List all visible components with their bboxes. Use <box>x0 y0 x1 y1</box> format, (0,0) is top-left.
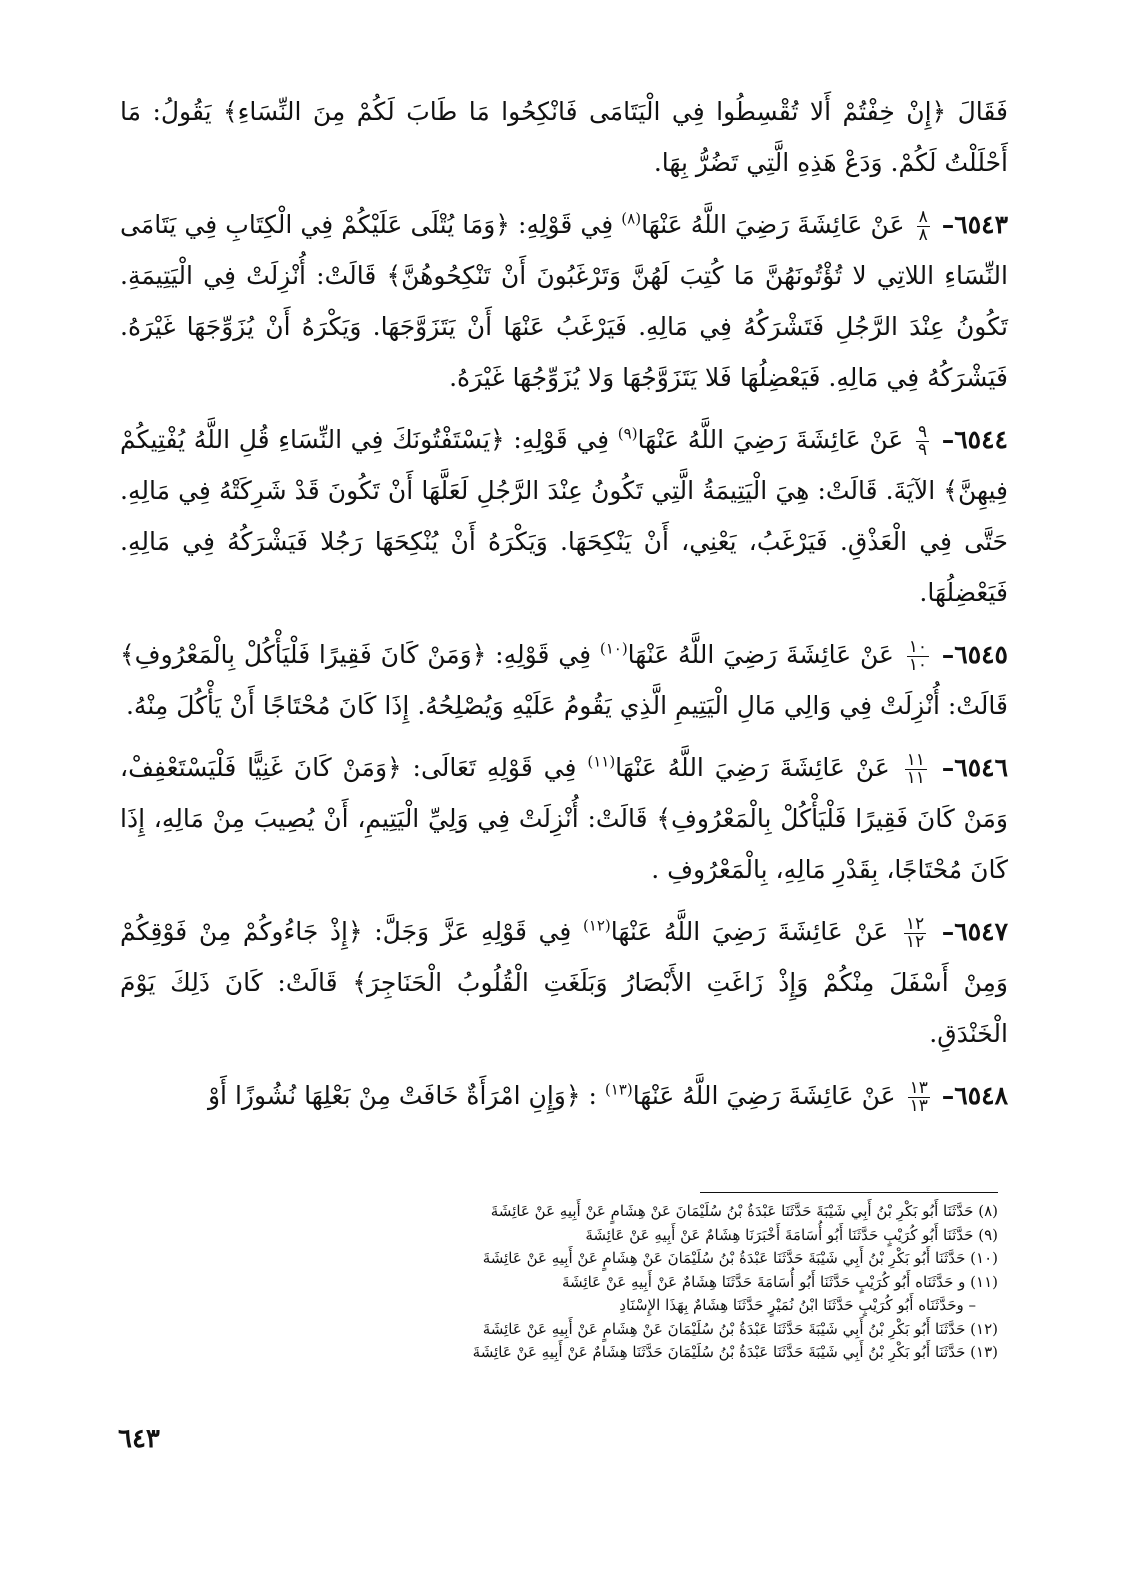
hadith-text: فِي قَوْلِهِ: ﴿وَمَنْ كَانَ فَقِيرًا فَلْيَأْكُلْ بِالْمَعْرُوفِ﴾ قَالَتْ: أُنْزِلَتْ فِي وَالِي مَالِ الْيَتِيمِ الَّذِي يَقُومُ عَلَيْهِ وَيُصْلِحُهُ. إِذَا كَانَ مُحْتَاجًا أَنْ يَأْكُلَ مِنْهُ. <box>120 640 1008 720</box>
narration-fraction <box>917 209 930 244</box>
fraction-bottom: ١٠ <box>908 655 927 675</box>
fraction-bottom: ١١ <box>906 768 925 788</box>
hadith-6546 <box>120 742 1008 895</box>
fraction-bottom: ٨ <box>918 225 928 245</box>
page-body <box>120 86 1008 1132</box>
fraction-top: ١١ <box>906 750 925 770</box>
hadith-number: ٦٥٤٨– <box>941 1081 1008 1110</box>
narration-fraction <box>907 639 929 674</box>
fraction-bottom: ٩ <box>917 440 928 460</box>
hadith-number: ٦٥٤٧– <box>941 917 1009 946</box>
fraction-bottom: ١٣ <box>909 1096 928 1116</box>
footnote-11: (١١) و حَدَّثَنَاه أَبُو كُرَيْبٍ حَدَّثَنَا أَبُو أُسَامَةَ حَدَّثَنَا هِشَامٌ عَنْ أَبِيهِ عَنْ عَائِشَةَ <box>562 1272 998 1291</box>
fraction-top: ١٣ <box>909 1078 928 1098</box>
fraction-top: ١٠ <box>908 637 927 657</box>
hadith-number: ٦٥٤٣– <box>941 210 1008 239</box>
hadith-number: ٦٥٤٦– <box>941 753 1008 782</box>
footnote-10: (١٠) حَدَّثَنَا أَبُو بَكْرِ بْنُ أَبِي شَيْبَةَ حَدَّثَنَا عَبْدَةُ بْنُ سُلَيْمَانَ عَنْ هِشَامٍ عَنْ أَبِيهِ عَنْ عَائِشَةَ <box>482 1249 998 1267</box>
footnote-ref[interactable]: (٨) <box>621 209 642 228</box>
intro-text: فَقَالَ ﴿إِنْ خِفْتُمْ أَلا تُقْسِطُوا فِي الْيَتَامَى فَانْكِحُوا مَا طَابَ لَكُمْ مِنَ النِّسَاءِ﴾ يَقُولُ: مَا أَحْلَلْتُ لَكُمْ. وَدَعْ هَذِهِ الَّتِي تَضُرُّ بِهَا. <box>120 97 1008 177</box>
footnote-9: (٩) حَدَّثَنَا أَبُو كُرَيْبٍ حَدَّثَنَا أَبُو أُسَامَةَ أَخْبَرَنَا هِشَامٌ عَنْ أَبِيهِ عَنْ عَائِشَةَ <box>585 1225 998 1244</box>
fraction-top: ٩ <box>917 422 928 442</box>
footnote-divider <box>700 1192 998 1193</box>
hadith-lead: عَنْ عَائِشَةَ رَضِيَ اللَّهُ عَنْهَا <box>627 640 894 669</box>
hadith-number: ٦٥٤٤– <box>941 425 1008 454</box>
hadith-lead: عَنْ عَائِشَةَ رَضِيَ اللَّهُ عَنْهَا <box>615 753 890 782</box>
footnote-12: (١٢) حَدَّثَنَا أَبُو بَكْرِ بْنُ أَبِي شَيْبَةَ حَدَّثَنَا عَبْدَةُ بْنُ سُلَيْمَانَ عَنْ هِشَامٍ عَنْ أَبِيهِ عَنْ عَائِشَةَ <box>482 1319 998 1338</box>
page-number: ٦٤٣ <box>118 1424 160 1454</box>
footnote-ref[interactable]: (١١) <box>587 752 616 771</box>
hadith-number: ٦٥٤٥– <box>941 640 1008 669</box>
footnotes <box>380 1200 998 1365</box>
hadith-lead: عَنْ عَائِشَةَ رَضِيَ اللَّهُ عَنْهَا <box>632 1081 896 1110</box>
hadith-6543 <box>120 199 1008 403</box>
hadith-text: فِي قَوْلِهِ: ﴿يَسْتَفْتُونَكَ فِي النِّسَاءِ قُلِ اللَّهُ يُفْتِيكُمْ فِيهِنَّ﴾ الآيَةَ. قَالَتْ: هِيَ الْيَتِيمَةُ الَّتِي تَكُونُ عِنْدَ الرَّجُلِ لَعَلَّهَا أَنْ تَكُونَ قَدْ شَرِكَتْهُ فِي مَالِهِ. حَتَّى فِي الْعَذْقِ. فَيَرْغَبُ، يَعْنِي، أَنْ يَنْكِحَهَا. وَيَكْرَهُ أَنْ يُنْكِحَهَا رَجُلا فَيَشْرَكُهُ فِي مَالِهِ. فَيَعْضِلُهَا. <box>120 425 1008 607</box>
footnote-ref[interactable]: (١٢) <box>582 916 611 935</box>
hadith-text: : ﴿وَإِنِ امْرَأَةٌ خَافَتْ مِنْ بَعْلِهَا نُشُوزًا أَوْ <box>207 1081 597 1110</box>
footnote-ref[interactable]: (١٠) <box>599 639 628 658</box>
footnote-ref[interactable]: (٩) <box>617 424 638 443</box>
narration-fraction <box>904 916 926 951</box>
hadith-6547 <box>120 906 1008 1059</box>
hadith-text: فِي قَوْلِهِ: ﴿وَمَا يُتْلَى عَلَيْكُمْ فِي الْكِتَابِ فِي يَتَامَى النِّسَاءِ اللاتِي لا تُؤْتُونَهُنَّ مَا كُتِبَ لَهُنَّ وَتَرْغَبُونَ أَنْ تَنْكِحُوهُنَّ﴾ قَالَتْ: أُنْزِلَتْ فِي الْيَتِيمَةِ. تَكُونُ عِنْدَ الرَّجُلِ فَتَشْرَكُهُ فِي مَالِهِ. فَيَرْغَبُ عَنْهَا أَنْ يَتَزَوَّجَهَا. وَيَكْرَهُ أَنْ يُزَوِّجَهَا غَيْرَهُ. فَيَشْرَكُهُ فِي مَالِهِ. فَيَعْضِلُهَا فَلا يَتَزَوَّجُهَا وَلا يُزَوِّجُهَا غَيْرَهُ. <box>120 210 1008 392</box>
hadith-text: فِي قَوْلِهِ عَزَّ وَجَلَّ: ﴿إِذْ جَاءُوكُمْ مِنْ فَوْقِكُمْ وَمِنْ أَسْفَلَ مِنْكُمْ وَإِذْ زَاغَتِ الأَبْصَارُ وَبَلَغَتِ الْقُلُوبُ الْحَنَاجِرَ﴾ قَالَتْ: كَانَ ذَلِكَ يَوْمَ الْخَنْدَقِ. <box>120 917 1008 1048</box>
hadith-lead: عَنْ عَائِشَةَ رَضِيَ اللَّهُ عَنْهَا <box>637 425 904 454</box>
fraction-top: ٨ <box>918 207 928 227</box>
hadith-lead: عَنْ عَائِشَةَ رَضِيَ اللَّهُ عَنْهَا <box>610 917 889 946</box>
narration-fraction <box>916 424 929 459</box>
hadith-text: فِي قَوْلِهِ تَعَالَى: ﴿وَمَنْ كَانَ غَنِيًّا فَلْيَسْتَعْفِفْ، وَمَنْ كَانَ فَقِيرًا فَلْيَأْكُلْ بِالْمَعْرُوفِ﴾ قَالَتْ: أُنْزِلَتْ فِي وَلِيِّ الْيَتِيمِ، أَنْ يُصِيبَ مِنْ مَالِهِ، إِذَا كَانَ مُحْتَاجًا، بِقَدْرِ مَالِهِ، بِالْمَعْرُوفِ . <box>120 753 1008 884</box>
hadith-6545 <box>120 629 1008 731</box>
footnote-ref[interactable]: (١٣) <box>604 1080 633 1099</box>
intro-paragraph <box>120 86 1008 188</box>
fraction-top: ١٢ <box>905 914 925 934</box>
narration-fraction <box>905 752 927 787</box>
hadith-6548 <box>120 1070 1008 1121</box>
footnote-11-alt: – وحَدَّثَنَاه أَبُو كُرَيْبٍ حَدَّثَنَا ابْنُ نُمَيْرٍ حَدَّثَنَا هِشَامٌ بِهَذَا الإِسْنَادِ <box>619 1296 976 1314</box>
hadith-6544 <box>120 414 1008 618</box>
footnote-8: (٨) حَدَّثَنَا أَبُو بَكْرِ بْنُ أَبِي شَيْبَةَ حَدَّثَنَا عَبْدَةُ بْنُ سُلَيْمَانَ عَنْ هِشَامٍ عَنْ أَبِيهِ عَنْ عَائِشَةَ <box>490 1202 998 1220</box>
fraction-bottom: ١٢ <box>905 932 925 952</box>
footnote-13: (١٣) حَدَّثَنَا أَبُو بَكْرِ بْنُ أَبِي شَيْبَةَ حَدَّثَنَا عَبْدَةُ بْنُ سُلَيْمَانَ حَدَّثَنَا هِشَامٌ عَنْ أَبِيهِ عَنْ عَائِشَةَ <box>472 1343 998 1361</box>
narration-fraction <box>908 1080 930 1115</box>
hadith-lead: عَنْ عَائِشَةَ رَضِيَ اللَّهُ عَنْهَا <box>641 210 905 239</box>
